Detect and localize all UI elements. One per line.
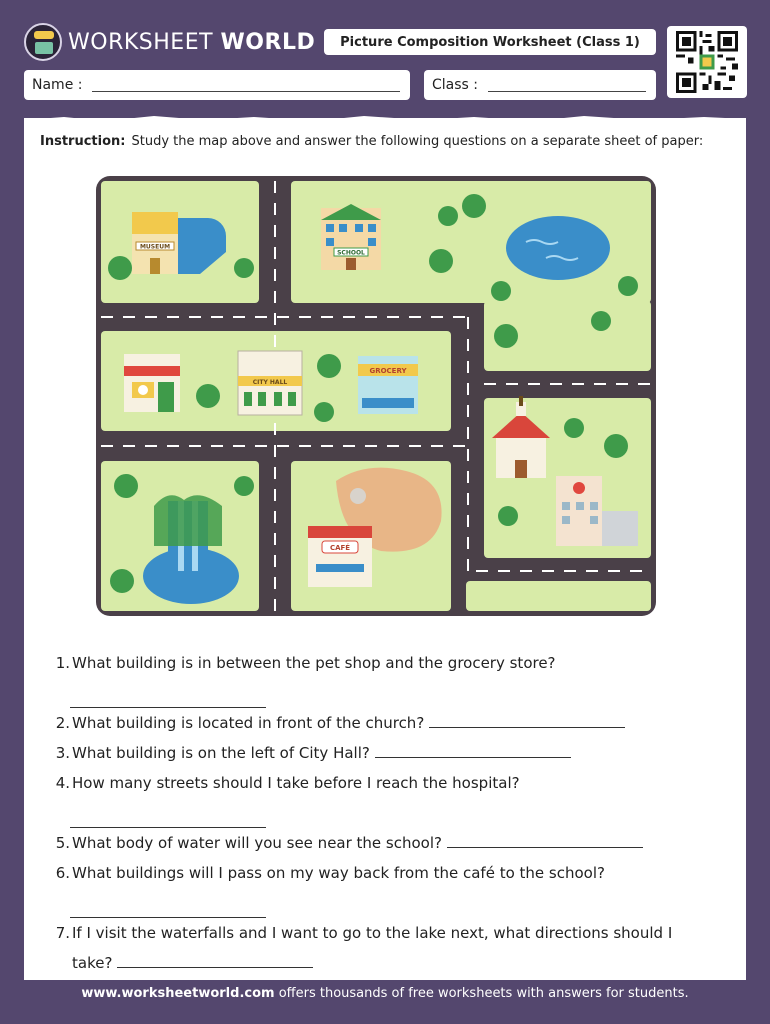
school-building bbox=[321, 204, 381, 270]
qr-code bbox=[667, 26, 747, 98]
name-field[interactable] bbox=[24, 70, 410, 100]
grocery-building bbox=[358, 356, 418, 414]
name-label: Name : bbox=[32, 77, 83, 93]
class-field[interactable] bbox=[424, 70, 656, 100]
name-blank[interactable] bbox=[92, 78, 400, 92]
museum-sign: MUSEUM bbox=[139, 243, 171, 251]
question-5: 5. What body of water will you see near the school? bbox=[54, 828, 714, 858]
class-blank[interactable] bbox=[488, 78, 646, 92]
question-2: 2. What building is located in front of the church? bbox=[54, 708, 714, 738]
pet-shop-building bbox=[124, 354, 180, 412]
lake bbox=[506, 216, 610, 280]
answer-blank-1[interactable] bbox=[70, 678, 266, 708]
logo-text: WORKSHEET WORLD bbox=[68, 29, 316, 55]
answer-blank-6[interactable] bbox=[70, 888, 266, 918]
worksheet-sheet bbox=[24, 118, 746, 980]
instruction-text: Study the map above and answer the following questions on a separate sheet of paper: bbox=[131, 134, 704, 149]
class-label: Class : bbox=[432, 77, 478, 93]
footer bbox=[0, 986, 770, 1001]
city-hall-building bbox=[238, 351, 302, 415]
question-3: 3. What building is on the left of City Hall? bbox=[54, 738, 714, 768]
cafe-sign: CAFÉ bbox=[329, 544, 351, 552]
question-1: 1. What building is in between the pet shop and the grocery store? bbox=[55, 654, 556, 672]
city-hall-sign: CITY HALL bbox=[252, 379, 288, 386]
town-map bbox=[96, 176, 656, 616]
answer-blank-3[interactable] bbox=[375, 744, 571, 758]
answer-blank-2[interactable] bbox=[429, 714, 625, 728]
footer-site-link[interactable]: www.worksheetworld.com bbox=[81, 986, 275, 1001]
site-logo bbox=[24, 22, 315, 62]
question-7: 7. If I visit the waterfalls and I want to go to the lake next, what directions should I take? bbox=[55, 924, 673, 972]
answer-blank-4[interactable] bbox=[70, 798, 266, 828]
question-4: 4. How many streets should I take before I reach the hospital? bbox=[55, 774, 520, 792]
worksheet-title: Picture Composition Worksheet (Class 1) bbox=[324, 29, 656, 55]
question-6: 6. What buildings will I pass on my way back from the café to the school? bbox=[55, 864, 605, 882]
question-list bbox=[54, 648, 714, 978]
grocery-sign: GROCERY bbox=[369, 367, 407, 375]
qr-code-icon bbox=[672, 31, 742, 93]
answer-blank-5[interactable] bbox=[447, 834, 643, 848]
school-sign: SCHOOL bbox=[337, 249, 365, 257]
instruction-label: Instruction: bbox=[40, 134, 126, 149]
cafe-building bbox=[308, 526, 372, 587]
footer-text: offers thousands of free worksheets with answers for students. bbox=[278, 986, 689, 1001]
logo-icon bbox=[24, 23, 62, 61]
instruction bbox=[40, 132, 710, 152]
answer-blank-7[interactable] bbox=[117, 954, 313, 968]
